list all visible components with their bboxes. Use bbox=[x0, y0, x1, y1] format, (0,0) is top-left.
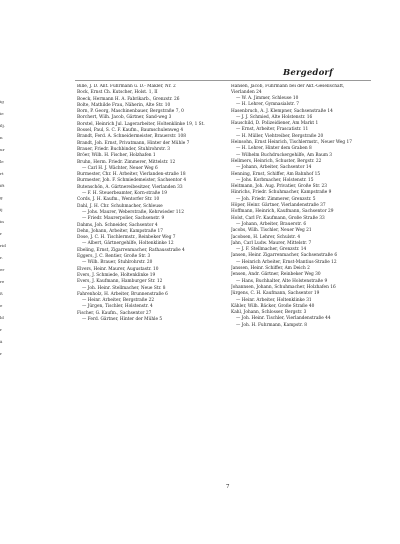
directory-entry: Brauer, Friedr. Buchbinder, Stuhlrohrstr. 3 bbox=[77, 146, 171, 152]
directory-entry: Fahrenholz, H. Arbeiter, Brunnenstraße 6 bbox=[77, 291, 168, 297]
directory-entry: — F. H. Steuerbeamter, Korn-straße 19 bbox=[82, 191, 168, 197]
margin-fragment: r. bbox=[0, 255, 3, 260]
directory-entry: — Johann, Arbeiter, Sachsentor 14 bbox=[236, 165, 312, 171]
directory-entry: — Hans, Buchhalter, Alte Holstenstraße 9 bbox=[236, 278, 328, 284]
header-rule bbox=[75, 80, 371, 81]
directory-entry: Bossel, Paul, S. C. F. Kaufm., Baumschulenweg 4 bbox=[77, 128, 184, 134]
directory-entry: Höper, Heinr. Gärtner, Vierlandenstraße 37 bbox=[231, 203, 326, 209]
directory-entry: Fischer, G. Kaufm., Sachsentor 27 bbox=[77, 310, 152, 316]
margin-fragment: ä bbox=[0, 339, 3, 344]
directory-entry: Henning, Ernst, Schiffer, Am Bahnhof 15 bbox=[231, 171, 321, 177]
directory-entry: Kähler, Wilh. Bäcker, Große Straße 40 bbox=[231, 303, 315, 309]
directory-entry: Borchert, Wilh. Jacob, Gärtner, Sand-weg 3 bbox=[77, 115, 172, 121]
directory-entry: Jansen, Heinr. Zigarrenmacher, Sachsenstraße 6 bbox=[231, 253, 338, 259]
margin-fragment: ilj. bbox=[0, 123, 6, 128]
directory-entry: Heinsohn, Ernst Heinrich, Tischlermstr., Neuer Weg 17 bbox=[231, 140, 353, 146]
directory-entry: — Joh. Friedr. Zimmerer, Grenzstr. 5 bbox=[236, 196, 316, 202]
directory-entry: Jahn, Carl Ludw. Maurer, Mittelstr. 7 bbox=[231, 240, 312, 246]
margin-fragment: e bbox=[0, 303, 3, 308]
margin-fragment: g bbox=[0, 195, 3, 200]
directory-entry: — Johs. Maurer, Weberstraße, Kehrwieder 112 bbox=[82, 209, 184, 215]
directory-entry: — Joh. Heinr. Tischler, Vierlandenstraße 44 bbox=[236, 316, 331, 322]
directory-entry: — Ferd. Gärtner, Hinter der Mühle 5 bbox=[82, 316, 163, 322]
margin-fragment: ij bbox=[0, 207, 3, 212]
margin-fragment: rt bbox=[0, 171, 4, 176]
directory-entry: Dahms, Joh. Schneider, Sachsentor 4 bbox=[77, 222, 158, 228]
directory-entry: Bock, Ernst Ch. Kutscher, Holst. 1, II bbox=[77, 90, 158, 96]
directory-entry: — Friedr. Maurerpolier, Sachsenstr. 9 bbox=[82, 216, 165, 222]
directory-entry: Bolte, Mathilde Frau, Näherin, Alte Str. 10 bbox=[77, 102, 171, 108]
directory-entry: Kahl, Johann, Schlosser, Bergstr. 3 bbox=[231, 310, 307, 316]
directory-entry: Hoffmann, Heinrich, Kaufmann, Sachsentor 29 bbox=[231, 209, 334, 215]
directory-entry: Jacobsen, H. Lehrer, Schulstr. 4 bbox=[231, 234, 301, 240]
directory-entry: — Wilhelm Buchdruckergehilfe, Am Baum 3 bbox=[236, 152, 333, 158]
margin-fragment: ig bbox=[0, 99, 4, 104]
previous-page-margin bbox=[0, 96, 10, 486]
directory-entry: — Heinrich Arbeiter, Ernst-Mantius-Straße 12 bbox=[236, 259, 337, 265]
directory-entry: Hellmers, Heinrich, Schuster, Bergstr. 22 bbox=[231, 158, 322, 164]
directory-entry: Janssen, Heinr. Schiffer, Am Deich 2 bbox=[231, 266, 310, 272]
directory-entry: Born, P. Georg, Maschinenbauer, Bergstraße 7, 0 bbox=[77, 109, 184, 115]
margin-fragment: n bbox=[0, 135, 3, 140]
directory-entry: Jürgens, C. H. Kaufmann, Sachsentor 19 bbox=[231, 291, 320, 297]
directory-entry: Brandt, Joh. Ernst, Privatmann, Hinter der Mühle 7 bbox=[77, 140, 190, 146]
directory-entry: — Wilh. Brauer, Stuhlrohrstr. 20 bbox=[82, 260, 153, 266]
directory-entry: — Heinr. Arbeiter, Holtenklinke 31 bbox=[236, 297, 312, 303]
page-number: 7 bbox=[226, 484, 230, 490]
margin-fragment: rid bbox=[0, 243, 6, 248]
right-column bbox=[231, 84, 369, 484]
margin-fragment: bl bbox=[0, 315, 4, 320]
directory-entry: Holst, Carl Fr. Kaufmann, Große Straße 33 bbox=[231, 215, 325, 221]
margin-fragment: ift bbox=[0, 183, 5, 188]
directory-entry: Evers, J. Kaufmann, Hamburger Str. 12 bbox=[77, 279, 163, 285]
margin-fragment: in bbox=[0, 219, 4, 224]
directory-entry: Heitmann, Joh. Aug. Privatier, Große Str. 23 bbox=[231, 184, 328, 190]
directory-entry: Cords, J. H. Kaufm., Wentorfer Str. 10 bbox=[77, 197, 160, 203]
page-header: Bergedorf bbox=[283, 68, 333, 78]
directory-entry: — J. F. Stellmacher, Grenzstr. 14 bbox=[236, 247, 307, 253]
margin-fragment: ie bbox=[0, 111, 4, 116]
directory-entry: Dahl, J. H. Chr. Schuhmacher, Schleuse bbox=[77, 203, 163, 209]
directory-entry: — Heinr. Arbeiter, Bergstraße 22 bbox=[82, 298, 155, 304]
margin-fragment: ß bbox=[0, 291, 3, 296]
directory-entry: Burmester, Chr. H. Arbeiter, Vierlanden-straße 18 bbox=[77, 172, 186, 178]
directory-entry: — Ernst, Arbeiter, Frascatistr. 11 bbox=[236, 127, 309, 133]
directory-entry: — J. J. Schmied, Alte Holstenstr. 16 bbox=[236, 114, 313, 120]
margin-fragment: re bbox=[0, 279, 5, 284]
directory-entry: Evers, J. Schmiede, Holtenklinke 19 bbox=[77, 272, 156, 278]
margin-fragment: le bbox=[0, 159, 4, 164]
directory-entry: — H. Müller, Viehtreiber, Bergstraße 20 bbox=[236, 133, 324, 139]
directory-entry: Bruhn, Herm. Friedr. Zimmerer, Mittelstr. 12 bbox=[77, 159, 176, 165]
directory-entry: — Albert, Gärtnergehilfe, Holtenklinke 12 bbox=[82, 241, 174, 247]
directory-entry: Eggers, J. C. Rentier, Große Str. 3 bbox=[77, 254, 151, 260]
directory-entry: — Johs. Korbmacher, Holstenstr. 15 bbox=[236, 177, 314, 183]
directory-entry: Jacobs, Wilh. Tischler, Neuer Weg 21 bbox=[231, 228, 312, 234]
directory-entry: — Joh. H. Fuhrmann, Kampstr. 8 bbox=[236, 322, 307, 328]
directory-entry: — Joh. Heinr. Stellmacher, Neue Str. 8 bbox=[82, 285, 166, 291]
margin-fragment: r bbox=[0, 327, 2, 332]
directory-entry: Elvers, Heinr. Maurer, Augustastr. 10 bbox=[77, 266, 159, 272]
directory-entry: Burmester, Joh. F. Schmiedemeister, Sachsentor 4 bbox=[77, 178, 187, 184]
directory-entry: Borstel, Heinrich Jul. Lagerarbeiter, Holtenklinke 19, 1 St. bbox=[77, 121, 205, 127]
directory-entry: Dose, J. C. H. Tischlermstr., Reinbeker Weg 7 bbox=[77, 235, 176, 241]
left-column bbox=[77, 84, 213, 484]
directory-entry: Hinrichs, Friedr. Schuhmacher, Kampstraße 9 bbox=[231, 190, 332, 196]
directory-entry: Boeck, Hermann H. A. Fabrikarb., Grenzstr. 26 bbox=[77, 96, 180, 102]
directory-entry: Brandt, Ferd. A. Schneidermeister, Brauerstr. 108 bbox=[77, 134, 186, 140]
directory-entry: — Johann, Arbeiter, Brauerstr. 6 bbox=[236, 221, 307, 227]
directory-entry: — H. Lehrer, Gymnasialstr. 7 bbox=[236, 102, 299, 108]
directory-entry: Jensen, Andr. Gärtner, Reinbeker Weg 30 bbox=[231, 272, 321, 278]
directory-entry: Hasenbruch, A. J. Klempner, Sachsenstraße 14 bbox=[231, 108, 333, 114]
margin-fragment: er bbox=[0, 267, 5, 272]
directory-entry: Bille, J. D. Ant. Fuhrmann u. D.- Makler, Nr. 2 bbox=[77, 84, 176, 89]
directory-entry: — Carl H. J. Wächter, Neuer Weg 6 bbox=[82, 165, 158, 171]
margin-fragment: r bbox=[0, 231, 2, 236]
directory-entry: Hansen, Jacob, Fuhrmann bei der Akt.-Gesellschaft, Vierlanden 24 bbox=[231, 84, 345, 95]
directory-entry: Bröer, Wilh. H. Fischer, Holzhafen 1 bbox=[77, 153, 156, 159]
margin-fragment: r bbox=[0, 351, 2, 356]
directory-entry: Johannsen, Johann, Schuhmacher, Holzhafen 16 bbox=[231, 284, 336, 290]
directory-entry: Dehn, Johann, Arbeiter, Kampstraße 17 bbox=[77, 228, 163, 234]
directory-entry: Ebeling, Ernst, Zigarrenmacher, Rathausstraße 4 bbox=[77, 247, 185, 253]
directory-entry: — H. Lehrer, Hinter dem Graben 8 bbox=[236, 146, 312, 152]
directory-entry: Butenschön, A. Gärtnereibesitzer, Vierlanden 33 bbox=[77, 184, 183, 190]
directory-entry: — W. A. Jimmer, Schleuse 10 bbox=[236, 96, 299, 101]
directory-entry: — Jürgen, Tischler, Holstenstr. 4 bbox=[82, 304, 153, 310]
directory-entry: Hauschild, D. Polizeidiener, Am Markt 1 bbox=[231, 121, 319, 127]
margin-fragment: ur bbox=[0, 147, 5, 152]
